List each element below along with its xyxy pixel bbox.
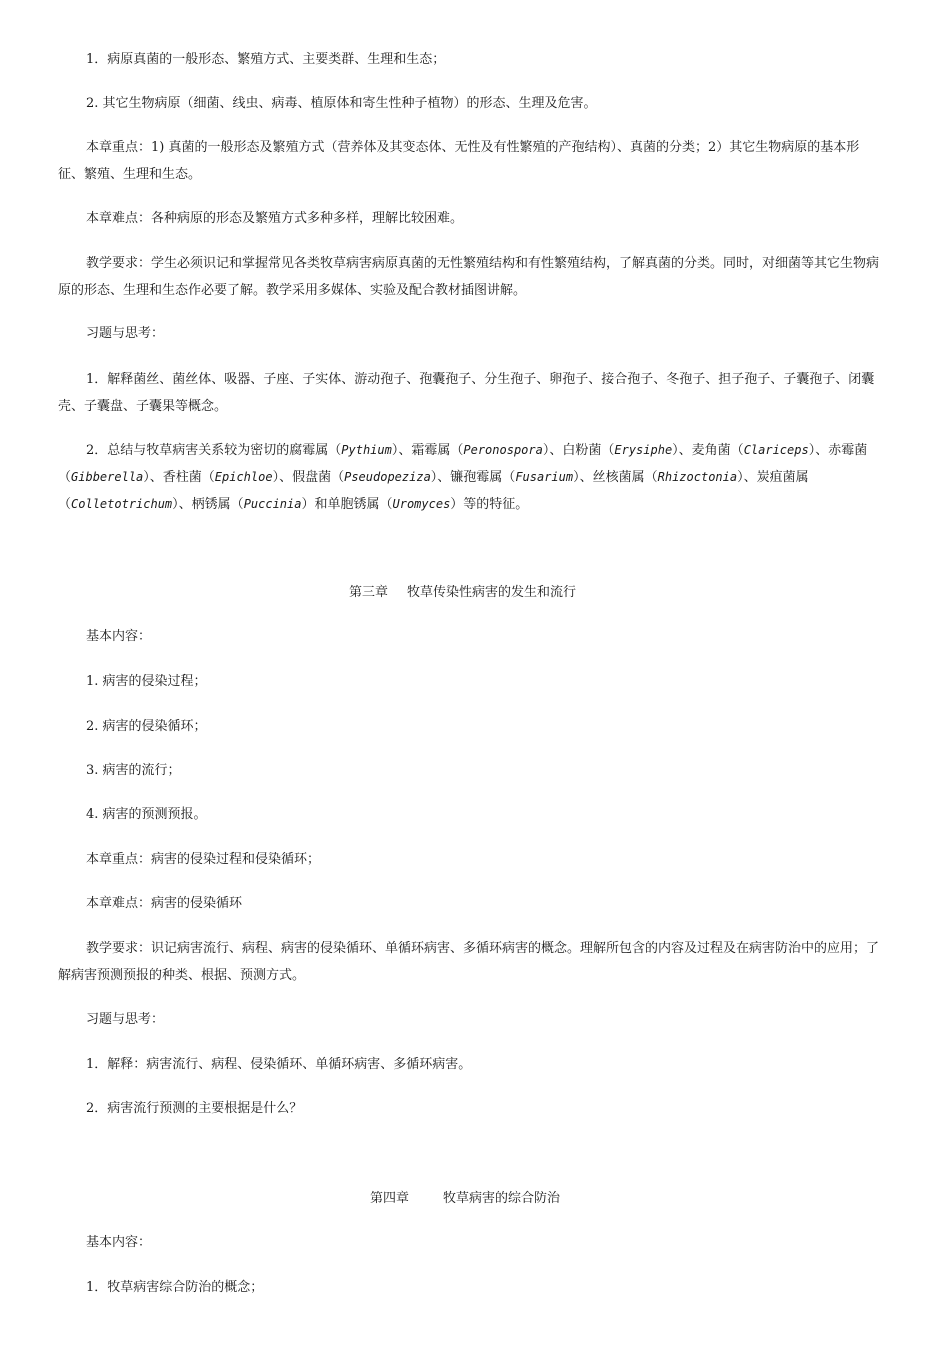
ch3-basic-heading: 基本内容： xyxy=(86,629,152,644)
ch3-exercise-1: 1．解释：病害流行、病程、侵染循环、单循环病害、多循环病害。 xyxy=(86,1057,472,1072)
ch4-title-text: 牧草病害的综合防治 xyxy=(443,1191,561,1206)
ch2-exercise-heading: 习题与思考： xyxy=(86,326,165,341)
ch3-title-text: 牧草传染性病害的发生和流行 xyxy=(407,585,577,600)
ch3-content-item-4: 4. 病害的预测预报。 xyxy=(86,807,207,822)
ch4-title-number: 第四章 xyxy=(370,1191,410,1206)
ch4-basic-heading: 基本内容： xyxy=(86,1235,152,1250)
ch2-content-item-2: 2. 其它生物病原（细菌、线虫、病毒、植原体和寄生性种子植物）的形态、生理及危害。 xyxy=(86,96,597,111)
ch2-teaching-requirements: 教学要求：学生必须识记和掌握常见各类牧草病害病原真菌的无性繁殖结构和有性繁殖结构，了解真菌的分类。同时，对细菌等其它生物病原的形态、生理和生态作必要了解。教学采用多媒体、实验及配合教材插图讲解。 xyxy=(58,256,880,298)
ch2-difficulty: 本章难点：各种病原的形态及繁殖方式多种多样，理解比较困难。 xyxy=(86,211,464,226)
ch2-key-points: 本章重点：1) 真菌的一般形态及繁殖方式（营养体及其变态体、无性及有性繁殖的产孢结构）、真菌的分类；2）其它生物病原的基本形征、繁殖、生理和生态。 xyxy=(58,140,860,182)
ch2-content-item-1: 1．病原真菌的一般形态、繁殖方式、主要类群、生理和生态； xyxy=(86,52,446,67)
ch3-exercise-2: 2．病害流行预测的主要根据是什么？ xyxy=(86,1101,303,1116)
ch4-content-item-1: 1．牧草病害综合防治的概念； xyxy=(86,1280,264,1295)
ch3-exercise-heading: 习题与思考： xyxy=(86,1012,165,1027)
ch3-title-number: 第三章 xyxy=(349,585,389,600)
ch2-exercise-1: 1．解释菌丝、菌丝体、吸器、子座、子实体、游动孢子、孢囊孢子、分生孢子、卵孢子、接合孢子、冬孢子、担子孢子、子囊孢子、闭囊壳、子囊盘、子囊果等概念。 xyxy=(58,372,875,414)
ch3-key-points: 本章重点：病害的侵染过程和侵染循环； xyxy=(86,852,321,867)
ch3-difficulty: 本章难点：病害的侵染循环 xyxy=(86,896,243,911)
ch2-exercise-2: 2．总结与牧草病害关系较为密切的腐霉属（Pythium）、霜霉属（Peronospora）、白粉菌（Erysiphe）、麦角菌（Clariceps）、赤霉菌（Gibberella）、香柱菌（Epichloe）、假盘菌（Pseudopeziza）、镰孢霉属（Fusarium）、丝核菌属（Rhizoctonia）、炭疽菌属（Colletotrichum）、柄锈属（Puccinia）和单胞锈属（Uromyces）等的特征。 xyxy=(58,443,868,512)
ch3-content-item-2: 2. 病害的侵染循环； xyxy=(86,719,207,734)
ch3-content-item-3: 3. 病害的流行； xyxy=(86,763,181,778)
ch3-content-item-1: 1. 病害的侵染过程； xyxy=(86,674,207,689)
ch3-teaching-requirements: 教学要求：识记病害流行、病程、病害的侵染循环、单循环病害、多循环病害的概念。理解所包含的内容及过程及在病害防治中的应用；了解病害预测预报的种类、根据、预测方式。 xyxy=(58,941,880,983)
